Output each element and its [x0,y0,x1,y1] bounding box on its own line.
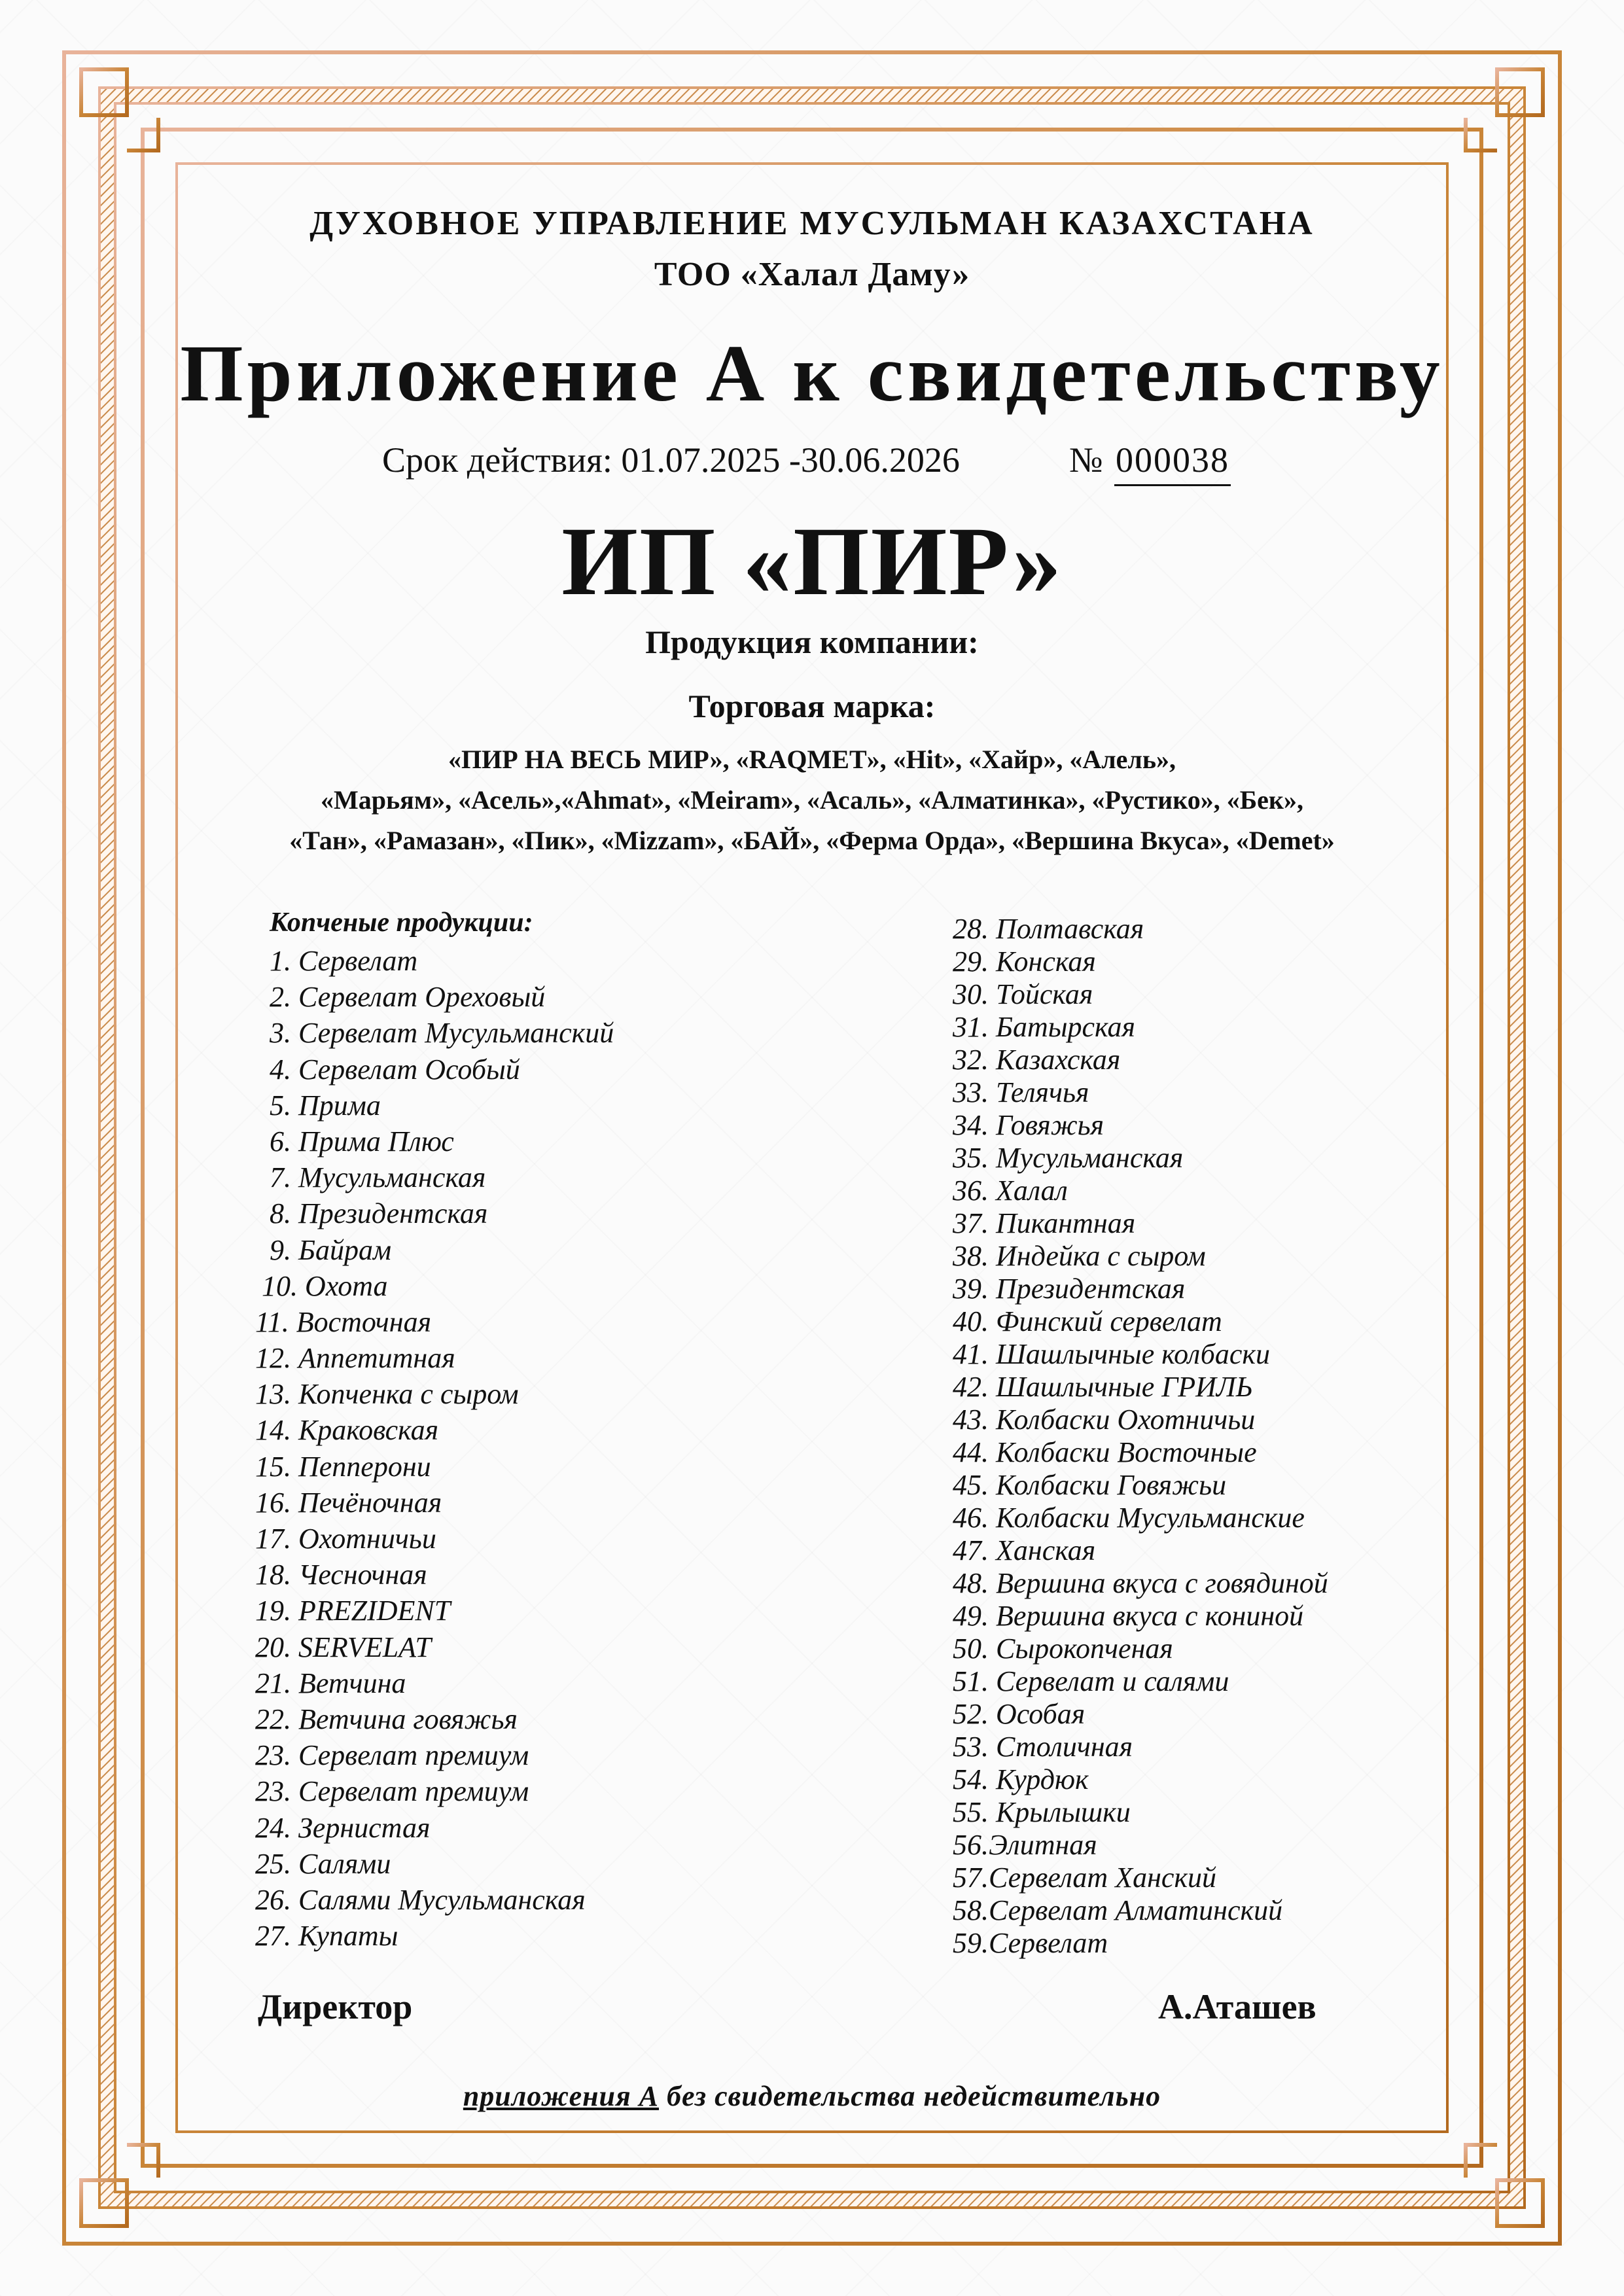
list-item: 42. Шашлычные ГРИЛЬ [953,1371,1253,1403]
list-item: 33. Телячья [953,1076,1089,1108]
products-section-title: Копченые продукции: [270,908,533,938]
list-item: 37. Пикантная [953,1207,1136,1239]
list-item: 4. Сервелат Особый [270,1053,520,1086]
list-item: 44. Колбаски Восточные [953,1436,1257,1468]
list-item: 12. Аппетитная [255,1342,455,1375]
list-item: 58.Сервелат Алматинский [953,1894,1283,1926]
list-item: 45. Колбаски Говяжьи [953,1469,1227,1501]
list-item: 38. Индейка с сыром [953,1240,1206,1272]
list-item: 22. Ветчина говяжья [255,1703,518,1735]
list-item: 8. Президентская [270,1197,488,1230]
list-item: 7. Мусульманская [270,1161,486,1194]
list-item: 2. Сервелат Ореховый [270,981,546,1014]
brand-list [0,739,1624,861]
list-item: 30. Тойская [953,978,1093,1010]
list-item: 6. Прима Плюс [270,1125,454,1157]
document-title: Приложение А к свидетельству [180,328,1444,418]
list-item: 17. Охотничьи [255,1523,436,1555]
list-item: 43. Колбаски Охотничьи [953,1404,1256,1436]
company-line: ТОО «Халал Даму» [654,256,970,293]
list-item: 21. Ветчина [255,1667,406,1699]
list-item: 27. Купаты [255,1920,398,1952]
validity-period: Срок действия: 01.07.2025 -30.06.2026 [382,440,960,480]
list-item: 18. Чесночная [255,1559,427,1591]
list-item: 23. Сервелат премиум [255,1739,529,1772]
list-item: 40. Финский сервелат [953,1305,1222,1337]
trademark-heading: Торговая марка: [688,688,936,724]
list-item: 47. Ханская [953,1534,1096,1566]
list-item: 20. SERVELAT [255,1631,431,1663]
list-item: 57.Сервелат Ханский [953,1862,1217,1894]
signatory-role: Директор [258,1987,413,2026]
list-item: 11. Восточная [255,1305,432,1338]
list-item: 52. Особая [953,1698,1086,1730]
products-heading: Продукция компании: [645,624,979,660]
list-item: 32. Казахская [953,1044,1121,1076]
organization-name: ДУХОВНОЕ УПРАВЛЕНИЕ МУСУЛЬМАН КАЗАХСТАНА [309,205,1315,242]
list-item: 16. Печёночная [255,1486,442,1519]
certificate-number-label: № [1069,440,1103,480]
list-item: 49. Вершина вкуса с кониной [953,1600,1304,1632]
list-item: 19. PREZIDENT [255,1595,451,1627]
list-item: 39. Президентская [953,1273,1186,1305]
list-item: 31. Батырская [953,1011,1135,1043]
product-list-right [953,913,1328,1960]
list-item: 48. Вершина вкуса с говядиной [953,1567,1328,1599]
list-item: 46. Колбаски Мусульманские [953,1502,1305,1534]
list-item: 59.Сервелат [953,1927,1108,1959]
footnote-text: без свидетельства недействительно [659,2080,1161,2112]
holder-name: ИП «ПИР» [561,507,1063,616]
brand-line: «Тан», «Рамазан», «Пик», «Mizzam», «БАЙ», «Ферма Орда», «Вершина Вкуса», «Demet» [289,826,1335,855]
list-item: 13. Копченка с сыром [255,1378,519,1411]
list-item: 24. Зернистая [255,1811,431,1844]
list-item: 34. Говяжья [953,1109,1104,1141]
footnote-underlined: приложения А [463,2080,660,2112]
list-item: 3. Сервелат Мусульманский [270,1017,614,1050]
list-item: 5. Прима [270,1089,381,1122]
list-item: 28. Полтавская [953,913,1144,945]
signatory-name: А.Аташев [1158,1987,1316,2026]
list-item: 1. Сервелат [270,945,418,977]
list-item: 55. Крылышки [953,1796,1131,1828]
list-item: 26. Салями Мусульманская [255,1883,586,1916]
list-item: 23. Сервелат премиум [255,1775,529,1808]
list-item: 35. Мусульманская [953,1142,1184,1174]
list-item: 56.Элитная [953,1829,1097,1861]
list-item: 41. Шашлычные колбаски [953,1338,1271,1370]
product-list-left [255,943,614,1954]
list-item: 29. Конская [953,945,1096,978]
list-item: 50. Сырокопченая [953,1633,1173,1665]
list-item: 9. Байрам [270,1233,392,1266]
list-item: 51. Сервелат и салями [953,1665,1229,1697]
list-item: 53. Столичная [953,1731,1133,1763]
list-item: 54. Курдюк [953,1763,1089,1795]
brand-line: «ПИР НА ВЕСЬ МИР», «RAQMET», «Hit», «Хайр», «Алель», [448,745,1176,774]
certificate-number: 000038 [1114,440,1231,486]
list-item: 10. Охота [262,1269,388,1302]
list-item: 25. Салями [255,1847,391,1880]
list-item: 15. Пепперони [255,1450,431,1483]
list-item: 14. Краковская [255,1414,439,1447]
brand-line: «Марьям», «Асель»,«Ahmat», «Meiram», «Асаль», «Алматинка», «Рустико», «Бек», [321,785,1303,815]
list-item: 36. Халал [953,1174,1068,1207]
validity-footnote [0,2079,1624,2113]
